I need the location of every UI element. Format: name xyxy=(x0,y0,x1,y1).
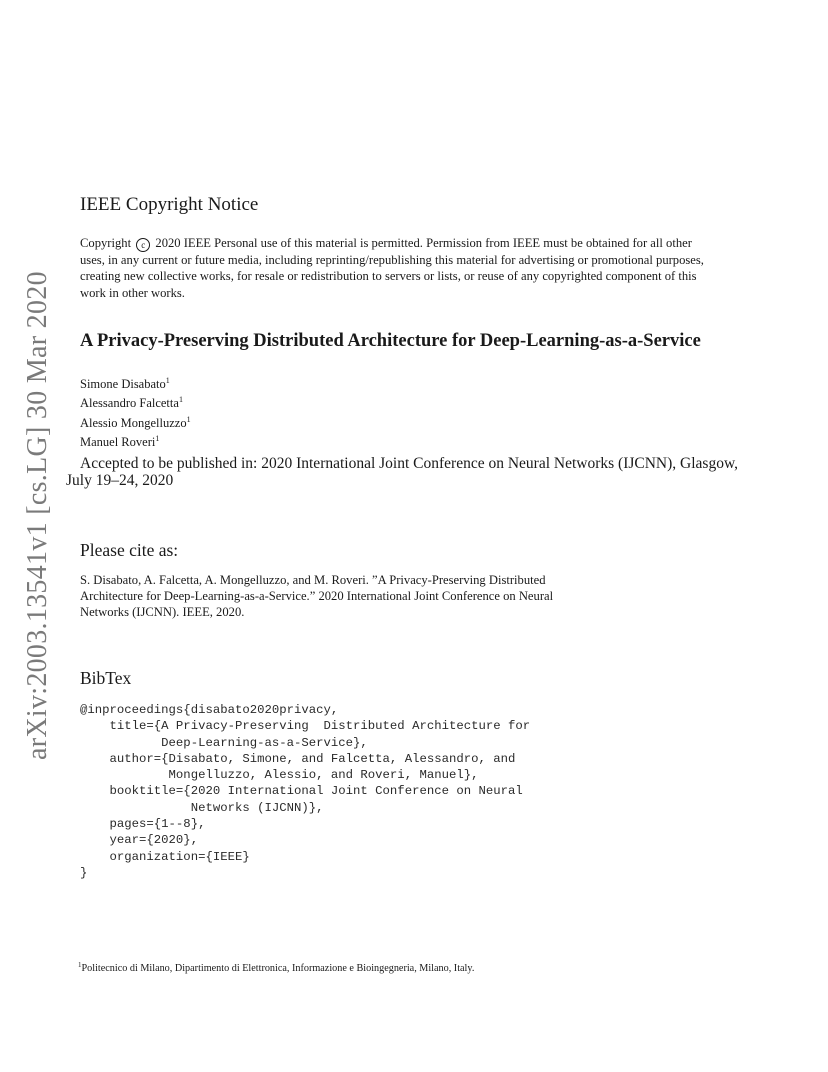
author-affiliation-marker: 1 xyxy=(178,395,183,405)
arxiv-identifier-stamp: arXiv:2003.13541v1 [cs.LG] 30 Mar 2020 xyxy=(22,271,53,760)
author-affiliation-marker: 1 xyxy=(186,414,191,424)
copyright-line-2: uses, in any current or future media, including reprinting/republishing this material for advertising or promotional purposes, xyxy=(80,253,704,267)
copyright-line-1-text: 2020 IEEE Personal use of this material is permitted. Permission from IEEE must be obtained for all other xyxy=(155,236,692,250)
acceptance-notice xyxy=(66,455,766,489)
copyright-line-1 xyxy=(80,235,764,252)
acceptance-line-2: July 19–24, 2020 xyxy=(66,472,174,489)
author-affiliation-marker: 1 xyxy=(155,434,160,444)
author-entry xyxy=(80,431,191,450)
affiliation-footnote xyxy=(78,961,474,974)
copyright-symbol-icon: c xyxy=(136,238,150,252)
author-entry xyxy=(80,373,191,392)
copyright-prefix: Copyright xyxy=(80,236,132,250)
author-name: Manuel Roveri xyxy=(80,435,156,450)
citation-line-1: S. Disabato, A. Falcetta, A. Mongelluzzo, and M. Roveri. ”A Privacy-Preserving Distributed xyxy=(80,573,546,587)
citation-text xyxy=(80,572,602,621)
author-entry xyxy=(80,412,191,431)
author-name: Alessandro Falcetta xyxy=(80,396,179,411)
citation-line-3: Networks (IJCNN). IEEE, 2020. xyxy=(80,605,245,620)
copyright-line-4: work in other works. xyxy=(80,285,185,300)
author-entry xyxy=(80,392,191,411)
copyright-notice-body xyxy=(80,235,764,301)
author-affiliation-marker: 1 xyxy=(165,376,170,385)
copyright-heading: IEEE Copyright Notice xyxy=(80,194,259,215)
copyright-line-3: creating new collective works, for resale or redistribution to servers or lists, or reuse of any copyrighted component of this xyxy=(80,269,697,284)
footnote-marker: 1 xyxy=(78,961,82,969)
author-list xyxy=(80,373,191,451)
bibtex-code-block: @inproceedings{disabato2020privacy, title={A Privacy-Preserving Distributed Architecture for Deep-Learning-as-a-Service}, author={Disabato, Simone, and Falcetta, Alessandro, and Mongelluzzo, Alessio, and Roveri, Manuel}, booktitle={2020 International Joint Conference on Neural Networks (IJCNN)}, pages={1--8}, year={2020}, organization={IEEE} } xyxy=(80,703,531,880)
footnote-text: Politecnico di Milano, Dipartimento di Elettronica, Informazione e Bioingegneria, Milano, Italy. xyxy=(81,963,475,974)
author-name: Alessio Mongelluzzo xyxy=(80,415,187,430)
cite-heading: Please cite as: xyxy=(80,540,179,560)
paper-title: A Privacy-Preserving Distributed Architecture for Deep-Learning-as-a-Service xyxy=(80,331,701,351)
author-name: Simone Disabato xyxy=(80,377,166,391)
acceptance-line-1: Accepted to be published in: 2020 International Joint Conference on Neural Networks (IJCNN), Glasgow, xyxy=(80,455,739,472)
citation-line-2: Architecture for Deep-Learning-as-a-Service.” 2020 International Joint Conference on Neural xyxy=(80,589,554,604)
bibtex-heading: BibTex xyxy=(80,668,132,688)
